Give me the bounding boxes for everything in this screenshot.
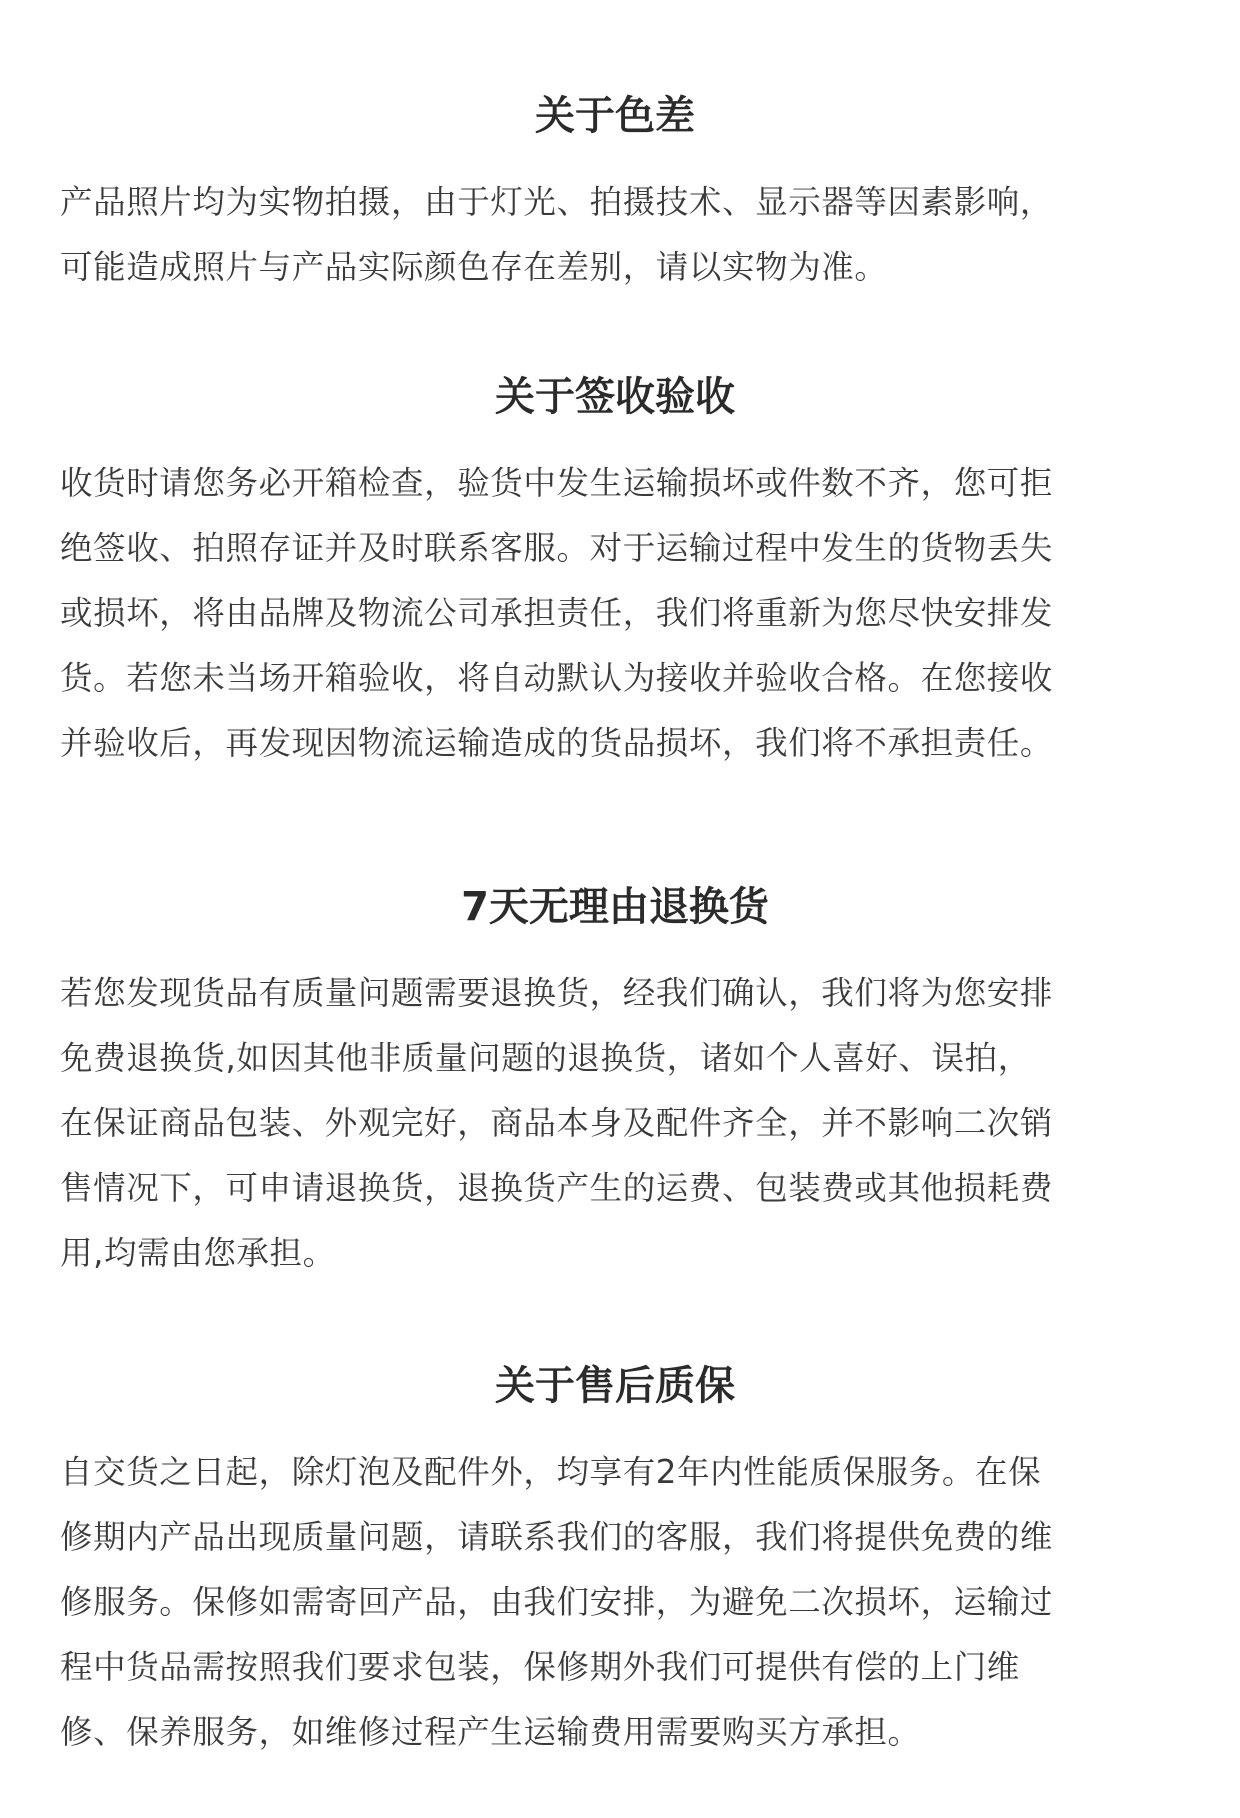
body-line: 自交货之日起，除灯泡及配件外，均享有2年内性能质保服务。在保 [60, 1453, 1042, 1491]
section-body [60, 1440, 1180, 1765]
section-body [60, 451, 1180, 776]
body-line: 若您发现货品有质量问题需要退换货，经我们确认，我们将为您安排 [60, 974, 1054, 1012]
body-line: 程中货品需按照我们要求包装，保修期外我们可提供有偿的上门维 [60, 1648, 1020, 1686]
section-title: 关于色差 [535, 93, 695, 139]
body-line: 免费退换货,如因其他非质量问题的退换货，诸如个人喜好、误拍， [60, 1039, 1031, 1077]
body-line: 绝签收、拍照存证并及时联系客服。对于运输过程中发生的货物丢失 [60, 529, 1054, 567]
section-after-sales-warranty [60, 1356, 1180, 1765]
section-title: 关于售后质保 [495, 1363, 735, 1409]
section-7-day-returns [60, 877, 1180, 1286]
section-color-difference [60, 86, 1180, 300]
section-title: 7天无理由退换货 [461, 884, 769, 930]
body-line: 收货时请您务必开箱检查，验货中发生运输损坏或件数不齐，您可拒 [60, 464, 1054, 502]
section-body [60, 961, 1180, 1286]
section-title: 关于签收验收 [495, 374, 735, 420]
body-line: 修、保养服务，如维修过程产生运输费用需要购买方承担。 [60, 1713, 921, 1751]
body-line: 售情况下，可申请退换货，退换货产生的运费、包装费或其他损耗费 [60, 1169, 1054, 1207]
body-line: 产品照片均为实物拍摄，由于灯光、拍摄技术、显示器等因素影响， [60, 183, 1054, 221]
section-body [60, 170, 1180, 300]
body-line: 在保证商品包装、外观完好，商品本身及配件齐全，并不影响二次销 [60, 1104, 1054, 1142]
body-line: 修期内产品出现质量问题，请联系我们的客服，我们将提供免费的维 [60, 1518, 1054, 1556]
body-line: 货。若您未当场开箱验收，将自动默认为接收并验收合格。在您接收 [60, 659, 1054, 697]
body-line: 可能造成照片与产品实际颜色存在差别，请以实物为准。 [60, 248, 888, 286]
body-line: 修服务。保修如需寄回产品，由我们安排，为避免二次损坏，运输过 [60, 1583, 1054, 1621]
body-line: 并验收后，再发现因物流运输造成的货品损坏，我们将不承担责任。 [60, 724, 1054, 762]
section-receipt-inspection [60, 367, 1180, 776]
body-line: 或损坏，将由品牌及物流公司承担责任，我们将重新为您尽快安排发 [60, 594, 1054, 632]
body-line: 用,均需由您承担。 [60, 1234, 336, 1272]
